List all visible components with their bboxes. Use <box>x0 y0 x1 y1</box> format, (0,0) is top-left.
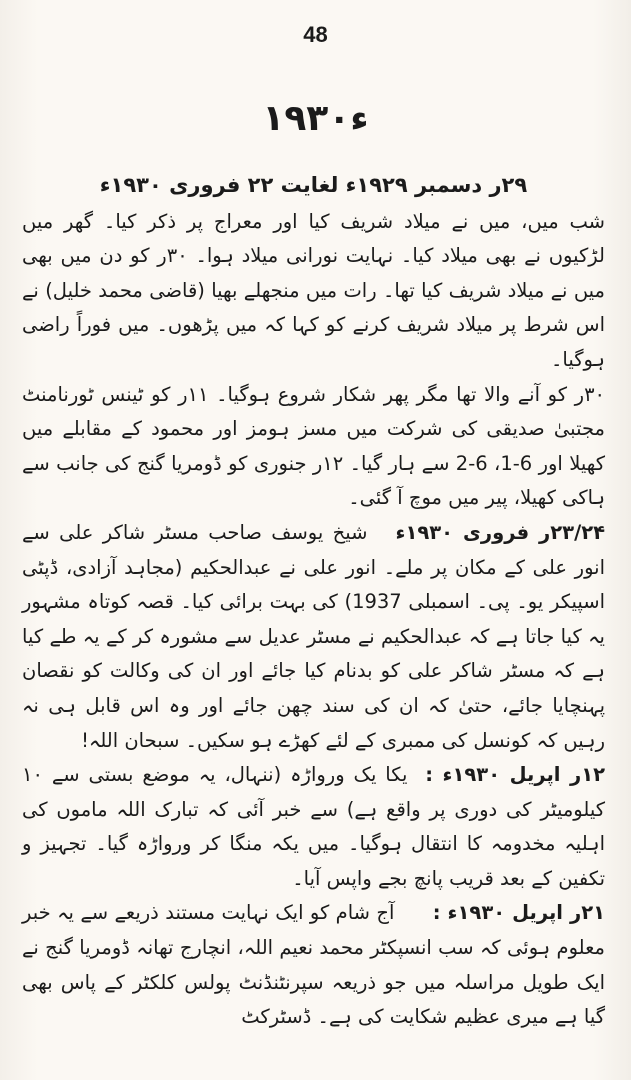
paragraph-1: شب میں، میں نے میلاد شریف کیا اور معراج پر ذکر کیا۔ گھر میں لڑکیوں نے بھی میلاد کیا۔ نہایت نورانی میلاد ہوا۔ ۳۰ر کو دن میں بھی میں نے میلاد شریف کیا تھا۔ رات میں منجھلے بھیا (قاضی محمد خلیل) نے اس شرط پر میلاد شریف کرنے کو کہا کہ میں پڑھوں۔ میں فوراً راضی ہوگیا۔ <box>22 209 605 371</box>
paragraph-3-date: ۲۳/۲۴ر فروری ۱۹۳۰ء <box>395 520 606 544</box>
paragraph-5 <box>22 896 605 1034</box>
paragraph-4 <box>22 758 605 896</box>
paragraph-5-text: آج شام کو ایک نہایت مستند ذریعے سے یہ خبر معلوم ہوئی کہ سب انسپکٹر محمد نعیم اللہ، انچارج تھانہ ڈومریا گنج نے ایک طویل مراسلہ میں جو ذریعہ سپرنٹنڈنٹ پولس کلکٹر کے پاس بھی گیا ہے میری عظیم شکایت کی ہے۔ ڈسٹرکٹ <box>22 901 605 1029</box>
page-body <box>22 168 605 1035</box>
paragraph-3 <box>22 516 605 758</box>
paragraph-3-text: شیخ یوسف صاحب مسٹر شاکر علی سے انور علی کے مکان پر ملے۔ انور علی نے عبدالحکیم (مجاہد آزادی، ڈپٹی اسپیکر یو۔ پی۔ اسمبلی 1937) کی بہت برائی کیا۔ قصہ کوتاہ مشہور یہ کیا جاتا ہے کہ عبدالحکیم نے مسٹر عدیل سے مشورہ کر کے یہ طے کیا ہے کہ مسٹر شاکر علی کو بدنام کیا جائے اور ان کی وکالت کو نقصان پہنچایا جائے، حتیٰ کہ ان کی سند چھن جائے اور وہ اس قابل ہی نہ رہیں کہ کونسل کی ممبری کے لئے کھڑے ہو سکیں۔ سبحان اللہ! <box>22 520 605 752</box>
paragraph-5-date: ۲۱ر اپریل ۱۹۳۰ء : <box>432 901 605 925</box>
year-heading: ۱۹۳۰ء <box>262 98 369 139</box>
date-range-subheading: ۲۹ر دسمبر ۱۹۲۹ء لغایت ۲۲ فروری ۱۹۳۰ء <box>99 173 528 197</box>
paragraph-4-text: یکا یک ورواڑہ (ننہال، یہ موضع بستی سے ۱۰ کیلومیٹر کی دوری پر واقع ہے) سے خبر آئی کہ تبارک اللہ ماموں کی اہلیہ مخدومہ کا انتقال ہوگیا۔ میں یکہ منگا کر ورواڑہ گیا۔ تجہیز و تکفین کے بعد قریب پانچ بجے واپس آیا۔ <box>22 763 605 890</box>
paragraph-2: ۳۰ر کو آنے والا تھا مگر پھر شکار شروع ہوگیا۔ ۱۱ر کو ٹینس ٹورنامنٹ مجتبیٰ صدیقی کی شرکت میں مسز ہومز اور محمود کے مقابلے میں کھیلا اور 6-1، 6-2 سے ہار گیا۔ ۱۲ر جنوری کو ڈومریا گنج کی جانب سے ہاکی کھیلا، پیر میں موچ آ گئی۔ <box>22 382 606 510</box>
paragraph-4-date: ۱۲ر اپریل ۱۹۳۰ء : <box>425 763 605 787</box>
page-number: 48 <box>303 22 328 47</box>
